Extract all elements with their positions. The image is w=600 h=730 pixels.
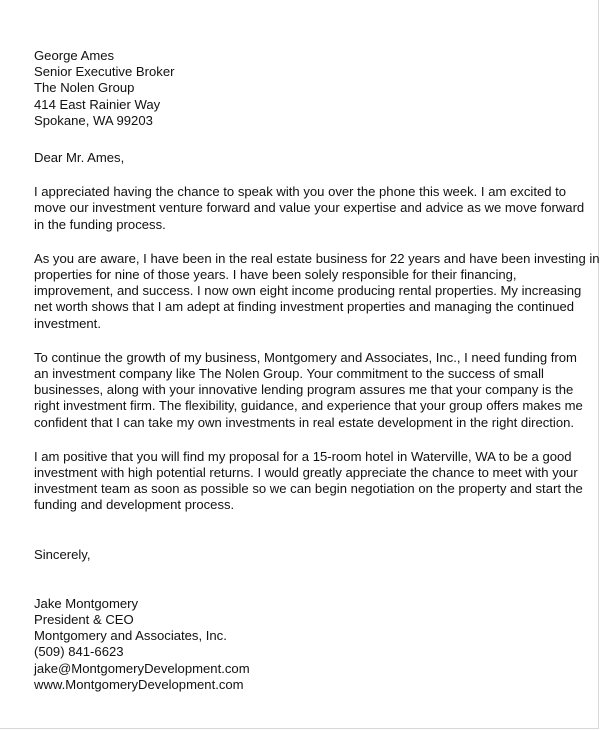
paragraph-4 xyxy=(34,448,583,514)
sender-email: jake@MontgomeryDevelopment.com xyxy=(34,660,250,676)
recipient-title: Senior Executive Broker xyxy=(34,64,175,80)
paragraph-2 xyxy=(34,250,600,332)
paragraph-line: an investment company like The Nolen Group. Your commitment to the success of small xyxy=(34,366,544,382)
paragraph-line: To continue the growth of my business, Montgomery and Associates, Inc., I need funding from xyxy=(34,349,577,365)
paragraph-line: investment team as soon as possible so we can begin negotiation on the property and start the xyxy=(34,481,583,497)
letter-body xyxy=(34,48,600,693)
salutation: Dear Mr. Ames, xyxy=(34,150,125,166)
paragraph-1 xyxy=(34,184,585,233)
paragraph-line: right investment firm. The flexibility, guidance, and experience that your group offers makes me xyxy=(34,398,583,414)
paragraph-line: confident that I can take my own investments in real estate development in the right direction. xyxy=(34,414,575,430)
recipient-company: The Nolen Group xyxy=(34,80,135,96)
paragraph-line: businesses, along with your innovative lending program assures me that your company is the xyxy=(34,382,574,398)
sender-signature-block xyxy=(34,596,574,693)
sender-title: President & CEO xyxy=(34,612,134,628)
paragraph-line: investment with high potential returns. I would greatly appreciate the chance to meet with your xyxy=(34,465,578,481)
paragraph-line: net worth shows that I am adept at finding investment properties and managing the continued xyxy=(34,299,575,315)
sender-name: Jake Montgomery xyxy=(34,595,139,611)
sender-company: Montgomery and Associates, Inc. xyxy=(34,628,227,644)
recipient-street: 414 East Rainier Way xyxy=(34,96,161,112)
recipient-city: Spokane, WA 99203 xyxy=(34,112,153,128)
sender-website: www.MontgomeryDevelopment.com xyxy=(34,676,244,692)
paragraph-line: funding and development process. xyxy=(34,497,235,513)
sender-phone: (509) 841-6623 xyxy=(34,644,124,660)
paragraph-line: I appreciated having the chance to speak with you over the phone this week. I am excited to xyxy=(34,184,567,200)
paragraph-line: improvement, and success. I now own eight income producing rental properties. My increasing xyxy=(34,283,582,299)
paragraph-line: investment. xyxy=(34,315,101,331)
paragraph-3 xyxy=(34,349,583,431)
paragraph-line: As you are aware, I have been in the real estate business for 22 years and have been investing in xyxy=(34,250,600,266)
paragraph-line: I am positive that you will find my proposal for a 15-room hotel in Waterville, WA to be a good xyxy=(34,448,572,464)
closing: Sincerely, xyxy=(34,546,91,562)
paragraph-line: properties for nine of those years. I have been solely responsible for their financing, xyxy=(34,267,517,283)
paragraph-line: move our investment venture forward and value your expertise and advice as we move forward xyxy=(34,200,585,216)
recipient-name: George Ames xyxy=(34,48,115,63)
recipient-address xyxy=(34,48,574,129)
paragraph-line: in the funding process. xyxy=(34,216,166,232)
